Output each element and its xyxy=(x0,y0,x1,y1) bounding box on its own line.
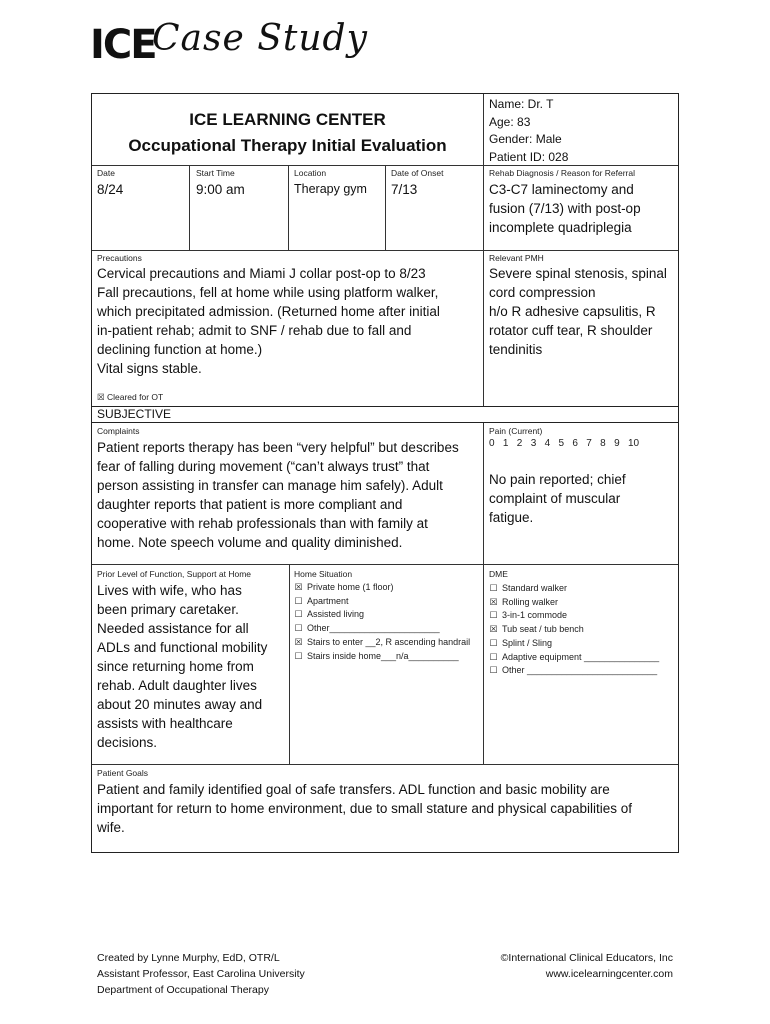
pain-text: No pain reported; chief complaint of muscular fatigue. xyxy=(489,472,626,525)
date-value: 8/24 xyxy=(97,182,124,197)
stairs-enter-checkbox[interactable]: ☒ Stairs to enter __2, R ascending handrail xyxy=(294,636,471,647)
dme-label: DME xyxy=(489,569,508,579)
home-private-checkbox[interactable]: ☒ Private home (1 floor) xyxy=(294,582,394,592)
patient-info xyxy=(489,96,568,166)
divider-start xyxy=(288,165,289,250)
dme-commode-checkbox[interactable]: ☐ 3-in-1 commode xyxy=(489,610,568,621)
case-study-logo-text: Case Study xyxy=(152,18,368,59)
divider-info-bottom xyxy=(92,250,678,251)
home-assisted-living-checkbox[interactable]: ☐ Assisted living xyxy=(294,609,365,620)
start-time-value: 9:00 am xyxy=(196,182,245,197)
dme-adaptive-equipment-checkbox[interactable]: ☐ Adaptive equipment _______________ xyxy=(489,651,660,662)
form-subtitle: Occupational Therapy Initial Evaluation xyxy=(128,136,447,155)
patient-gender: Gender: Male xyxy=(489,132,562,146)
stairs-inside-checkbox[interactable]: ☐ Stairs inside home___n/a__________ xyxy=(294,650,459,661)
home-apartment-checkbox[interactable]: ☐ Apartment xyxy=(294,595,349,606)
pmh-label: Relevant PMH xyxy=(489,253,544,263)
complaints-text: Patient reports therapy has been “very helpful” but describes fear of falling during movement (“can’t always trust” that person assisting in transfer can manage him safely). Adult daughter reports that patient is more compliant and cooperative with rehab professionals than with family at home. Note speech volume and quality diminished. xyxy=(97,440,459,550)
divider-location xyxy=(385,165,386,250)
location-value: Therapy gym xyxy=(294,182,367,196)
diagnosis-text: C3-C7 laminectomy and fusion (7/13) with post-op incomplete quadriplegia xyxy=(489,182,641,235)
divider-home xyxy=(483,564,484,764)
form-title: ICE LEARNING CENTER xyxy=(189,110,386,129)
pmh-text: Severe spinal stenosis, spinal cord compression h/o R adhesive capsulitis, R rotator cuff tear, R shoulder tendinitis xyxy=(489,266,667,357)
subjective-band xyxy=(92,406,678,423)
footer-credits: Created by Lynne Murphy, EdD, OTR/L Assistant Professor, East Carolina University Department of Occupational Therapy xyxy=(97,952,305,996)
pain-scale: 0 1 2 3 4 5 6 7 8 9 10 xyxy=(489,438,640,449)
onset-value: 7/13 xyxy=(391,182,418,197)
plof-label: Prior Level of Function, Support at Home xyxy=(97,569,252,579)
divider-goals-top xyxy=(92,764,678,765)
subjective-heading: SUBJECTIVE xyxy=(97,407,172,421)
dme-tub-seat-checkbox[interactable]: ☒ Tub seat / tub bench xyxy=(489,624,584,635)
footer-copyright: ©International Clinical Educators, Inc www.icelearningcenter.com xyxy=(500,952,673,980)
dme-list xyxy=(489,582,659,678)
start-time-label: Start Time xyxy=(196,168,235,178)
patient-name: Name: Dr. T xyxy=(489,97,554,111)
pain-label: Pain (Current) xyxy=(489,426,543,436)
dme-rolling-walker-checkbox[interactable]: ☒ Rolling walker xyxy=(489,596,559,607)
cleared-for-ot-checkbox[interactable]: ☒ Cleared for OT xyxy=(97,392,164,402)
divider-subjective-bottom xyxy=(92,564,678,565)
precautions-label: Precautions xyxy=(97,253,142,263)
precautions-text: Cervical precautions and Miami J collar post-op to 8/23 Fall precautions, fell at home while using platform walker, which precipitated admission. (Returned home after initial in-patient rehab; admit to SNF / rehab due to fall and declining function at home.) Vital signs stable. xyxy=(97,266,440,376)
ice-logo-text: ICE xyxy=(90,22,156,68)
patient-goals-label: Patient Goals xyxy=(97,768,149,778)
divider-plof xyxy=(289,564,290,764)
diagnosis-label: Rehab Diagnosis / Reason for Referral xyxy=(489,168,635,178)
home-situation-list xyxy=(294,581,470,663)
date-label: Date xyxy=(97,168,115,178)
divider-date xyxy=(189,165,190,250)
dme-other-checkbox[interactable]: ☐ Other __________________________ xyxy=(489,665,658,676)
home-situation-label: Home Situation xyxy=(294,569,353,579)
footer-website-link[interactable]: www.icelearningcenter.com xyxy=(545,968,673,980)
patient-goals-text: Patient and family identified goal of safe transfers. ADL function and basic mobility are important for return to home environment, due to small stature and physical capabilities of wife. xyxy=(97,782,633,835)
patient-age: Age: 83 xyxy=(489,114,531,129)
onset-label: Date of Onset xyxy=(391,168,444,178)
plof-text: Lives with wife, who has been primary caretaker. Needed assistance for all ADLs and functional mobility since returning home from rehab. Adult daughter lives about 20 minutes away and assists with healthcare decisions. xyxy=(97,583,268,750)
dme-standard-walker-checkbox[interactable]: ☐ Standard walker xyxy=(489,583,568,593)
location-label: Location xyxy=(294,168,327,178)
divider-right-column-subjective xyxy=(483,423,484,564)
dme-splint-checkbox[interactable]: ☐ Splint / Sling xyxy=(489,637,553,648)
home-other-checkbox[interactable]: ☐ Other______________________ xyxy=(294,623,440,634)
patient-id: Patient ID: 028 xyxy=(489,149,569,164)
complaints-label: Complaints xyxy=(97,426,140,436)
